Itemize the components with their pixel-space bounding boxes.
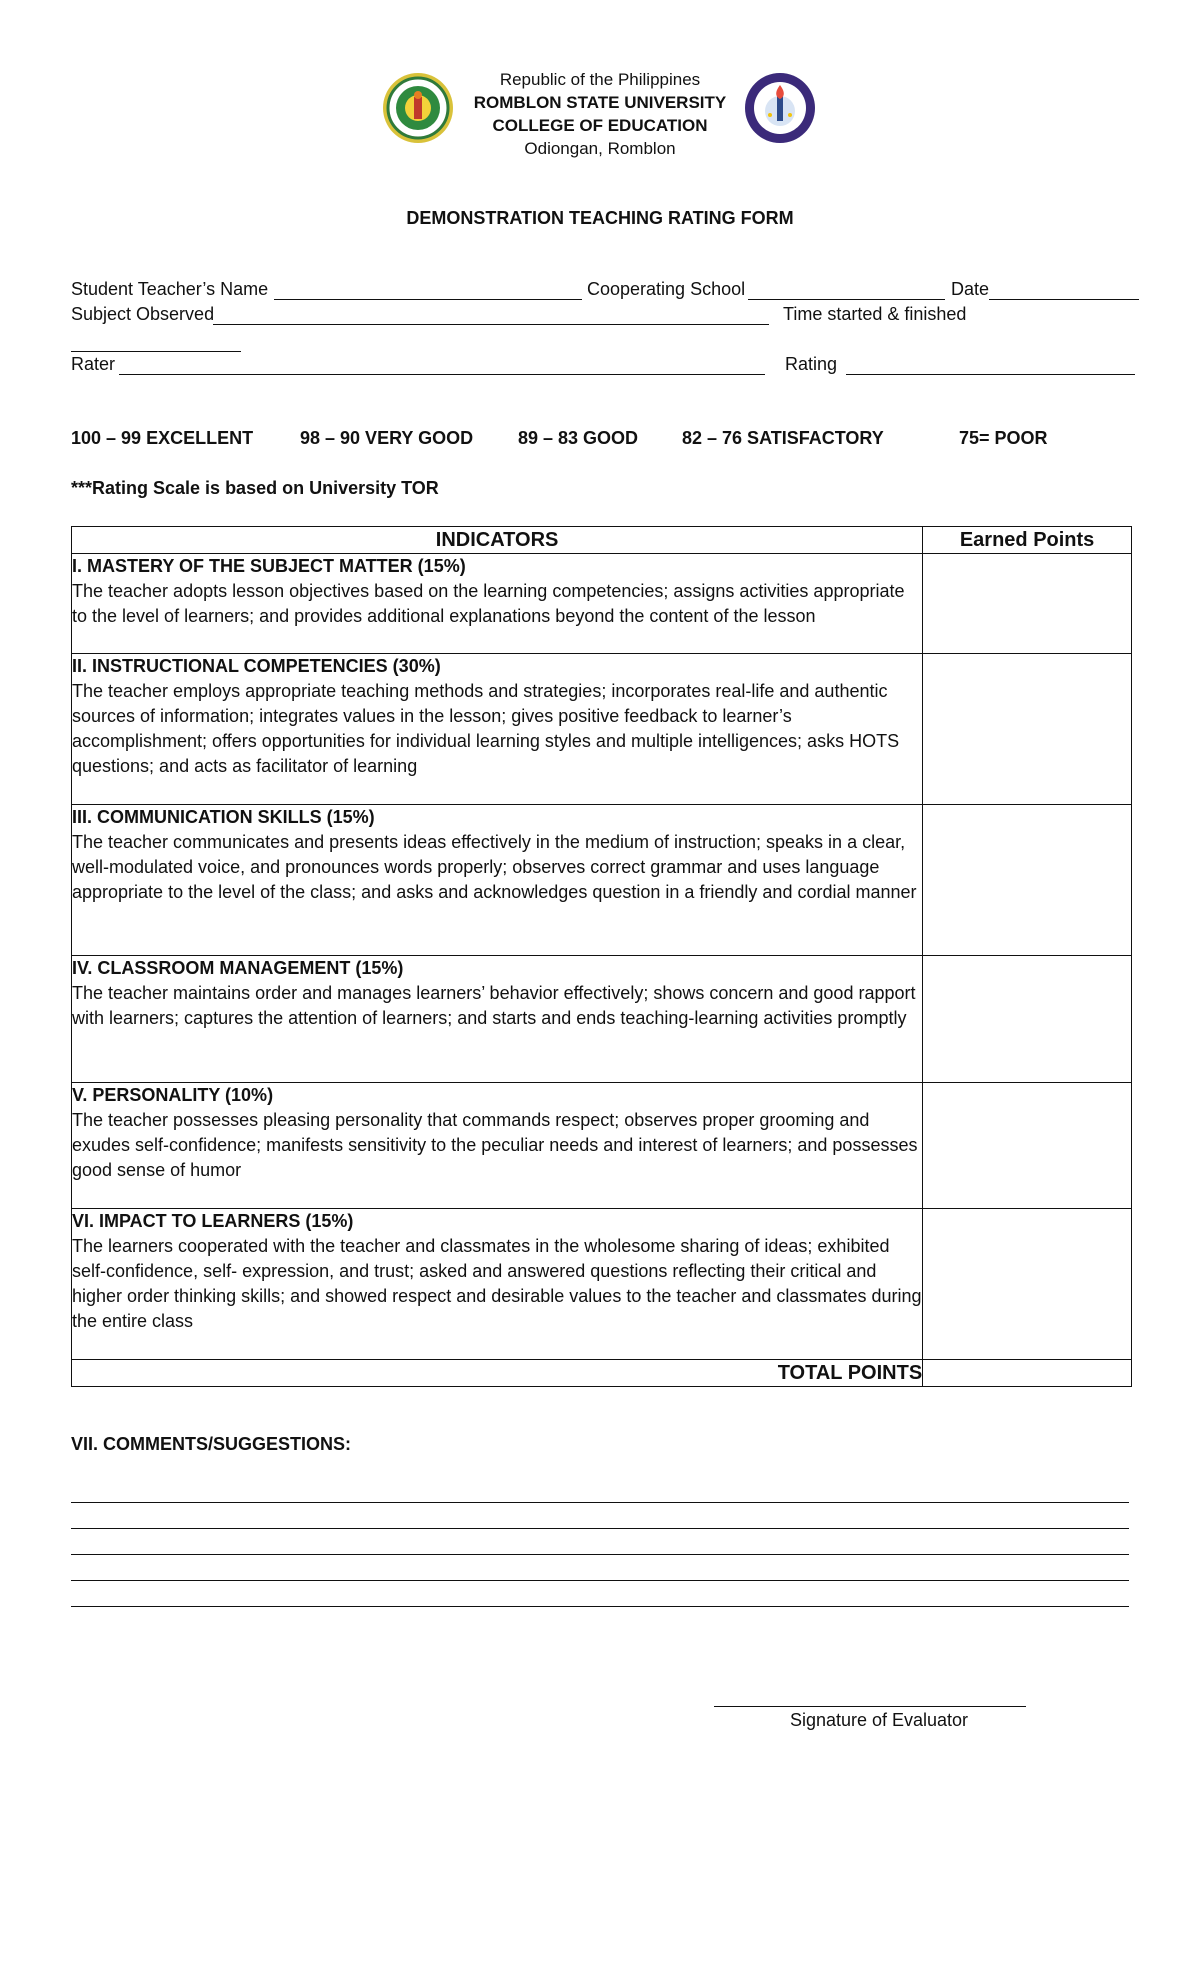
total-points-cell[interactable] [923,1360,1132,1387]
college-name: COLLEGE OF EDUCATION [492,116,708,135]
cooperating-school-field[interactable] [748,299,945,300]
comment-line[interactable] [71,1606,1129,1607]
date-label: Date [951,279,990,299]
indicator-text: The teacher maintains order and manages learners’ behavior effectively; shows concern and good rapport with learners; captures the attention of learners; and starts and ends teaching-learning activities promptly [72,983,916,1028]
indicator-title: IV. CLASSROOM MANAGEMENT (15%) [72,958,404,978]
indicator-title: I. MASTERY OF THE SUBJECT MATTER (15%) [72,556,466,576]
total-points-label: TOTAL POINTS [72,1360,923,1387]
earned-points-cell[interactable] [923,805,1132,956]
comment-line[interactable] [71,1580,1129,1581]
indicator-text: The teacher communicates and presents ideas effectively in the medium of instruction; speaks in a clear, well-modulated voice, and pronounces words properly; observes correct grammar and uses language appropriate to the level of the class; and asks and acknowledges question in a friendly and cordial manner [72,832,917,902]
table-header-row [72,527,1132,554]
date-field[interactable] [989,299,1139,300]
indicators-header: INDICATORS [72,527,923,554]
subject-observed-field[interactable] [213,324,769,325]
time-field[interactable] [71,351,241,352]
comment-line[interactable] [71,1554,1129,1555]
total-row [72,1360,1132,1387]
rating-label: Rating [785,354,838,374]
comment-line[interactable] [71,1528,1129,1529]
indicator-text: The teacher possesses pleasing personality that commands respect; observes proper grooming and exudes self-confidence; manifests sensitivity to the peculiar needs and interest of learners; and possesses good sense of humor [72,1110,918,1180]
scale-note: ***Rating Scale is based on University TOR [71,478,439,498]
table-row [72,654,1132,805]
scale-good: 89 – 83 GOOD [518,428,639,448]
table-row [72,1209,1132,1360]
indicator-title: VI. IMPACT TO LEARNERS (15%) [72,1211,354,1231]
indicator-text: The teacher employs appropriate teaching methods and strategies; incorporates real-life and authentic sources of information; integrates values in the lesson; gives positive feedback to learner’s accomplishment; offers opportunities for individual learning styles and multiple intelligences; asks HOTS questions; and acts as facilitator of learning [72,681,900,776]
table-row [72,805,1132,956]
signature-label: Signature of Evaluator [789,1710,969,1730]
indicator-text: The learners cooperated with the teacher and classmates in the wholesome sharing of ideas; exhibited self-confidence, self- expression, and trust; asked and answered questions reflecting their critical and higher order thinking skills; and showed respect and desirable values to the teacher and classmates during the entire class [72,1236,922,1331]
earned-points-cell[interactable] [923,1209,1132,1360]
indicator-cell [72,554,923,654]
indicator-title: V. PERSONALITY (10%) [72,1085,274,1105]
indicator-cell [72,956,923,1083]
scale-poor: 75= POOR [959,428,1048,448]
student-teacher-field[interactable] [274,299,582,300]
indicator-cell [72,654,923,805]
comment-line[interactable] [71,1502,1129,1503]
indicator-title: II. INSTRUCTIONAL COMPETENCIES (30%) [72,656,441,676]
university-name: ROMBLON STATE UNIVERSITY [473,93,727,112]
subject-observed-label: Subject Observed [71,304,215,324]
indicator-cell [72,1209,923,1360]
time-label: Time started & finished [783,304,967,324]
indicator-cell [72,1083,923,1209]
rating-field[interactable] [846,374,1135,375]
earned-points-header: Earned Points [923,527,1132,554]
earned-points-cell[interactable] [923,1083,1132,1209]
table-row [72,956,1132,1083]
scale-very-good: 98 – 90 VERY GOOD [300,428,474,448]
indicator-cell [72,805,923,956]
form-title: DEMONSTRATION TEACHING RATING FORM [406,208,794,228]
table-row [72,554,1132,654]
earned-points-cell[interactable] [923,956,1132,1083]
indicators-table [71,526,1132,1387]
republic-line: Republic of the Philippines [499,70,701,89]
college-seal-icon [743,71,817,145]
rater-field[interactable] [119,374,765,375]
student-teacher-label: Student Teacher’s Name [71,279,269,299]
comments-label: VII. COMMENTS/SUGGESTIONS: [71,1434,352,1454]
indicator-text: The teacher adopts lesson objectives based on the learning competencies; assigns activities appropriate to the level of learners; and provides additional explanations beyond the content of the lesson [72,581,905,626]
scale-satisfactory: 82 – 76 SATISFACTORY [682,428,884,448]
earned-points-cell[interactable] [923,554,1132,654]
signature-line[interactable] [714,1706,1026,1707]
earned-points-cell[interactable] [923,654,1132,805]
rater-label: Rater [71,354,116,374]
indicator-title: III. COMMUNICATION SKILLS (15%) [72,807,375,827]
university-seal-icon [381,71,455,145]
scale-excellent: 100 – 99 EXCELLENT [71,428,254,448]
letterhead-text [470,68,730,160]
table-row [72,1083,1132,1209]
location-line: Odiongan, Romblon [524,139,676,158]
cooperating-school-label: Cooperating School [587,279,746,299]
